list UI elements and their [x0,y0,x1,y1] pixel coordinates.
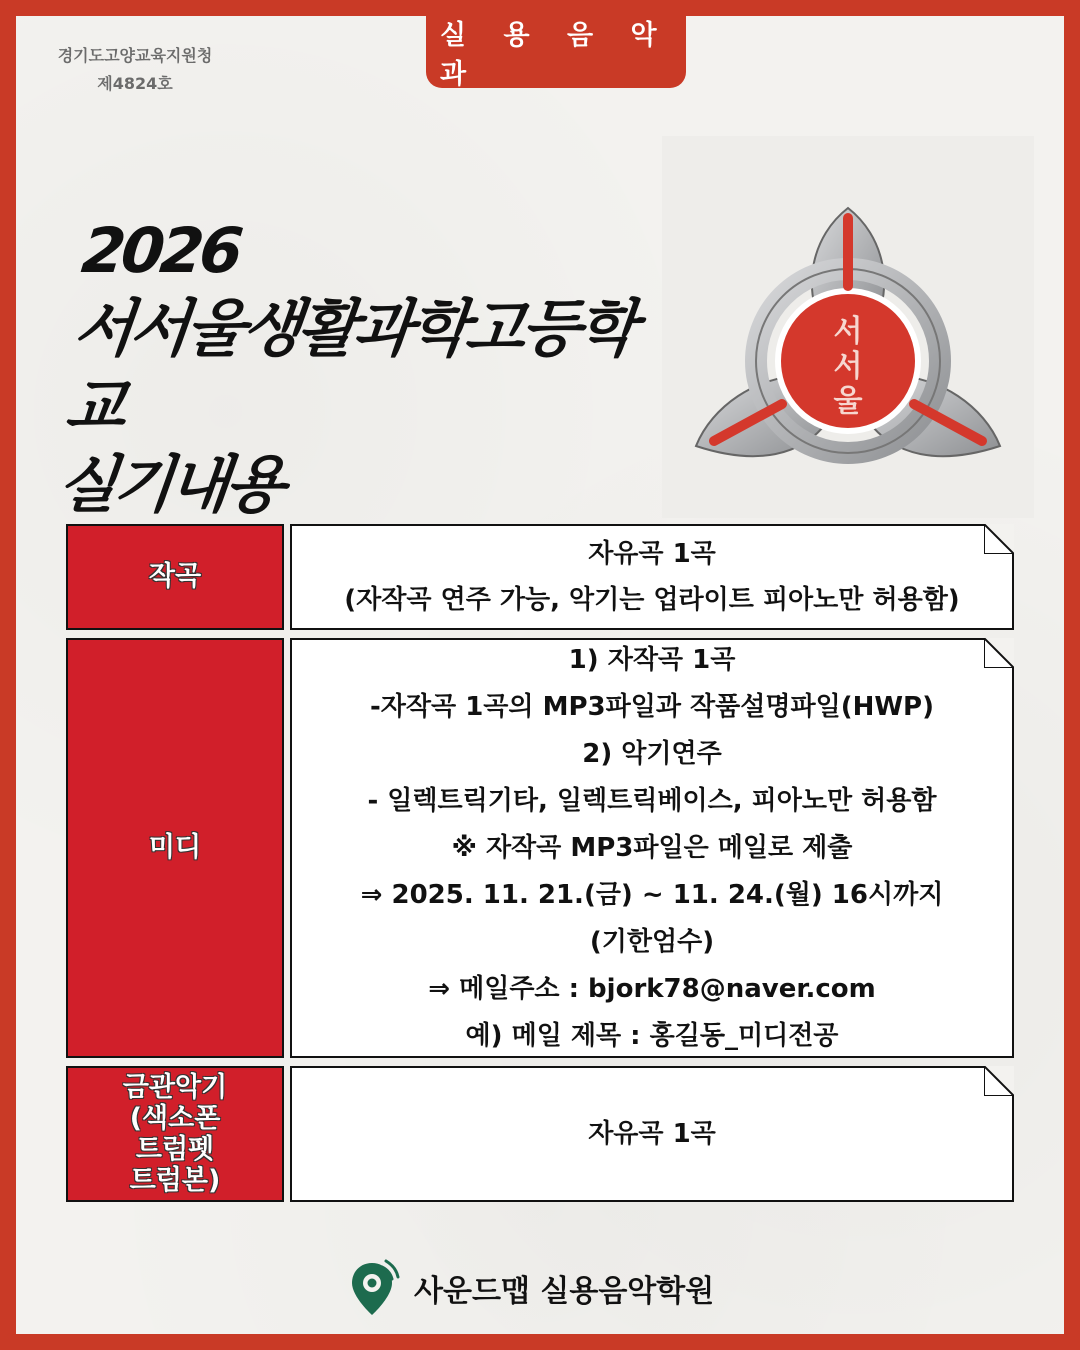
content-line: -자작곡 1곡의 MP3파일과 작품설명파일(HWP) [370,691,934,722]
content-midi [290,638,1014,1058]
department-label: 실 용 음 악 과 [440,20,671,90]
email-address[interactable]: ⇒ 메일주소 : bjork78@naver.com [428,973,876,1004]
title-year: 2026 [78,214,243,287]
content-brass [290,1066,1014,1202]
category-brass [66,1066,284,1202]
title-school: 서서울생활과학고등학교 [62,292,637,443]
category-label: 트럼펫 [135,1134,215,1165]
content-line: ※ 자작곡 MP3파일은 메일로 제출 [451,832,853,863]
content-line: 자유곡 1곡 [588,1118,716,1149]
content-line: 자유곡 1곡 [588,539,716,569]
school-emblem [662,136,1034,518]
content-composition [290,524,1014,630]
office-registration [40,42,230,98]
title-subject: 실기내용 [53,448,286,521]
emblem-icon [662,136,1034,518]
emblem-char-3: 울 [833,384,863,419]
map-pin-music-icon [350,1259,400,1317]
page-title [54,212,697,524]
content-line: 2) 악기연주 [582,738,722,769]
page-fold-icon [984,524,1014,554]
brand-name: 사운드맵 실용음악학원 [414,1274,715,1309]
category-label: 금관악기 [122,1072,228,1103]
category-label: 작곡 [148,561,202,592]
emblem-char-1: 서 [833,314,863,349]
category-label: 미디 [148,832,202,863]
registration-number: 제4824호 [97,74,173,93]
category-midi [66,638,284,1058]
office-name: 경기도고양교육지원청 [57,46,213,65]
content-line: (자작곡 연주 가능, 악기는 업라이트 피아노만 허용함) [344,585,960,615]
category-label: 트럼본) [129,1165,221,1196]
content-line: (기한엄수) [589,926,715,957]
content-line: - 일렉트릭기타, 일렉트릭베이스, 피아노만 허용함 [367,785,937,816]
content-line: ⇒ 2025. 11. 21.(금) ~ 11. 24.(월) 16시까지 [360,879,944,910]
department-tab [426,16,686,88]
content-line: 1) 자작곡 1곡 [568,644,736,675]
content-line: 예) 메일 제목 : 홍길동_미디전공 [465,1020,839,1051]
category-composition [66,524,284,630]
footer-brand [350,1258,730,1318]
category-label: (색소폰 [129,1103,221,1134]
page-fold-icon [984,638,1014,668]
page-fold-icon [984,1066,1014,1096]
emblem-char-2: 서 [833,349,863,384]
